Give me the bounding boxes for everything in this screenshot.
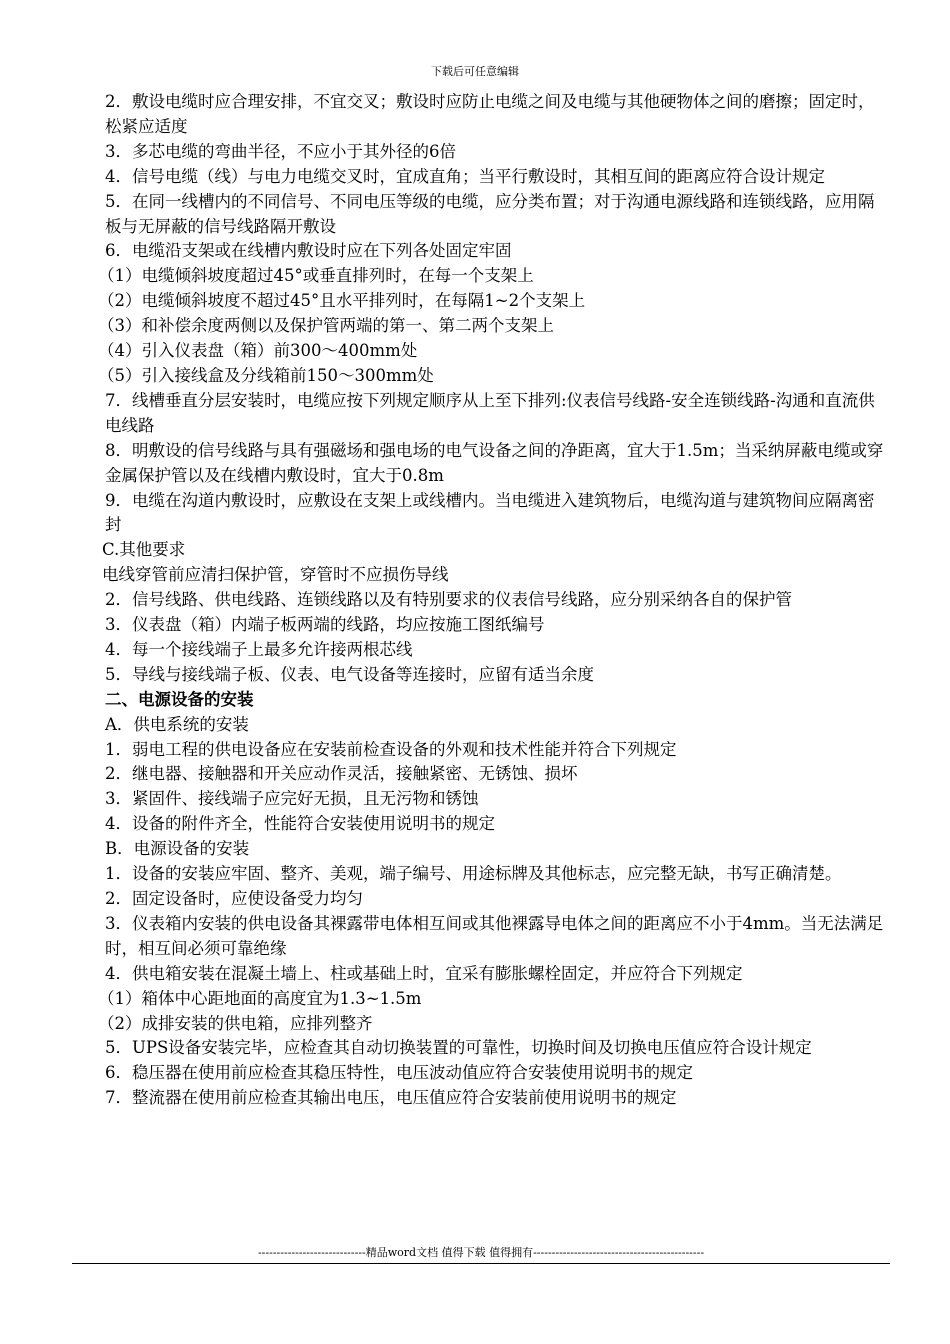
paragraph: （1）箱体中心距地面的高度宜为1.3~1.5m <box>98 988 422 1008</box>
paragraph: 3．紧固件、接线端子应完好无损，且无污物和锈蚀 <box>105 789 479 809</box>
paragraph: （2）成排安装的供电箱，应排列整齐 <box>98 1013 373 1033</box>
paragraph: 1．弱电工程的供电设备应在安装前检查设备的外观和技术性能并符合下列规定 <box>105 739 677 759</box>
paragraph: 2．敷设电缆时应合理安排，不宜交叉；敷设时应防止电缆之间及电缆与其他硬物体之间的磨擦；固定时，松紧应适度 <box>105 92 875 136</box>
paragraph: 5．在同一线槽内的不同信号、不同电压等级的电缆，应分类布置；对于沟通电源线路和连锁线路，应用隔板与无屏蔽的信号线路隔开敷设 <box>105 191 875 236</box>
paragraph: 7．整流器在使用前应检查其输出电压，电压值应符合安装前使用说明书的规定 <box>105 1088 677 1108</box>
paragraph: 4．信号电缆（线）与电力电缆交叉时，宜成直角；当平行敷设时，其相互间的距离应符合设计规定 <box>105 166 825 186</box>
paragraph: 2．固定设备时，应使设备受力均匀 <box>105 889 363 908</box>
paragraph: 9．电缆在沟道内敷设时，应敷设在支架上或线槽内。当电缆进入建筑物后，电缆沟道与建筑物间应隔离密封 <box>105 490 875 535</box>
paragraph: （4）引入仪表盘（箱）前300～400mm处 <box>98 341 418 361</box>
paragraph: （2）电缆倾斜坡度不超过45°且水平排列时，在每隔1~2个支架上 <box>98 291 586 311</box>
paragraph: 6．电缆沿支架或在线槽内敷设时应在下列各处固定牢固 <box>105 241 512 261</box>
section-heading: 二、电源设备的安装 <box>105 689 254 709</box>
page-header: 下载后可任意编辑 <box>431 65 519 78</box>
paragraph: 5．导线与接线端子板、仪表、电气设备等连接时，应留有适当余度 <box>105 664 594 684</box>
document-body <box>72 90 884 1111</box>
page-footer: -----------------------------精品word文档 值得下载 值得拥有---------------------------------------------- <box>257 1246 705 1259</box>
paragraph: B．电源设备的安装 <box>105 839 250 859</box>
footer-divider <box>72 1263 890 1264</box>
paragraph: 7．线槽垂直分层安装时，电缆应按下列规定顺序从上至下排列:仪表信号线路-安全连锁线路-沟通和直流供电线路 <box>105 390 875 435</box>
paragraph: 电线穿管前应清扫保护管，穿管时不应损伤导线 <box>102 565 449 585</box>
paragraph: （3）和补偿余度两侧以及保护管两端的第一、第二两个支架上 <box>98 316 554 336</box>
paragraph: 4．每一个接线端子上最多允许接两根芯线 <box>105 639 413 659</box>
paragraph: 3．仪表箱内安装的供电设备其裸露带电体相互间或其他裸露导电体之间的距离应不小于4mm。当无法满足时，相互间必须可靠绝缘 <box>105 913 884 958</box>
paragraph: 8．明敷设的信号线路与具有强磁场和强电场的电气设备之间的净距离，宜大于1.5m；当采纳屏蔽电缆或穿金属保护管以及在线槽内敷设时，宜大于0.8m <box>105 440 884 485</box>
paragraph: 4．供电箱安装在混凝土墙上、柱或基础上时，宜采有膨胀螺栓固定，并应符合下列规定 <box>105 963 743 983</box>
paragraph: 3．仪表盘（箱）内端子板两端的线路，均应按施工图纸编号 <box>105 615 545 635</box>
paragraph: （1）电缆倾斜坡度超过45°或垂直排列时，在每一个支架上 <box>98 266 534 286</box>
paragraph: A．供电系统的安装 <box>105 714 249 734</box>
paragraph: C.其他要求 <box>102 540 186 560</box>
paragraph: （5）引入接线盒及分线箱前150～300mm处 <box>98 365 434 385</box>
paragraph: 1．设备的安装应牢固、整齐、美观，端子编号、用途标牌及其他标志，应完整无缺，书写正确清楚。 <box>105 864 842 884</box>
paragraph: 4．设备的附件齐全，性能符合安装使用说明书的规定 <box>105 814 495 834</box>
paragraph: 6．稳压器在使用前应检查其稳压特性，电压波动值应符合安装使用说明书的规定 <box>105 1063 693 1083</box>
paragraph: 5．UPS设备安装完毕，应检查其自动切换装置的可靠性，切换时间及切换电压值应符合设计规定 <box>105 1038 812 1058</box>
paragraph: 2．继电器、接触器和开关应动作灵活，接触紧密、无锈蚀、损坏 <box>105 764 578 784</box>
paragraph: 3．多芯电缆的弯曲半径，不应小于其外径的6倍 <box>105 141 456 161</box>
paragraph: 2．信号线路、供电线路、连锁线路以及有特别要求的仪表信号线路，应分别采纳各自的保护管 <box>105 590 792 610</box>
